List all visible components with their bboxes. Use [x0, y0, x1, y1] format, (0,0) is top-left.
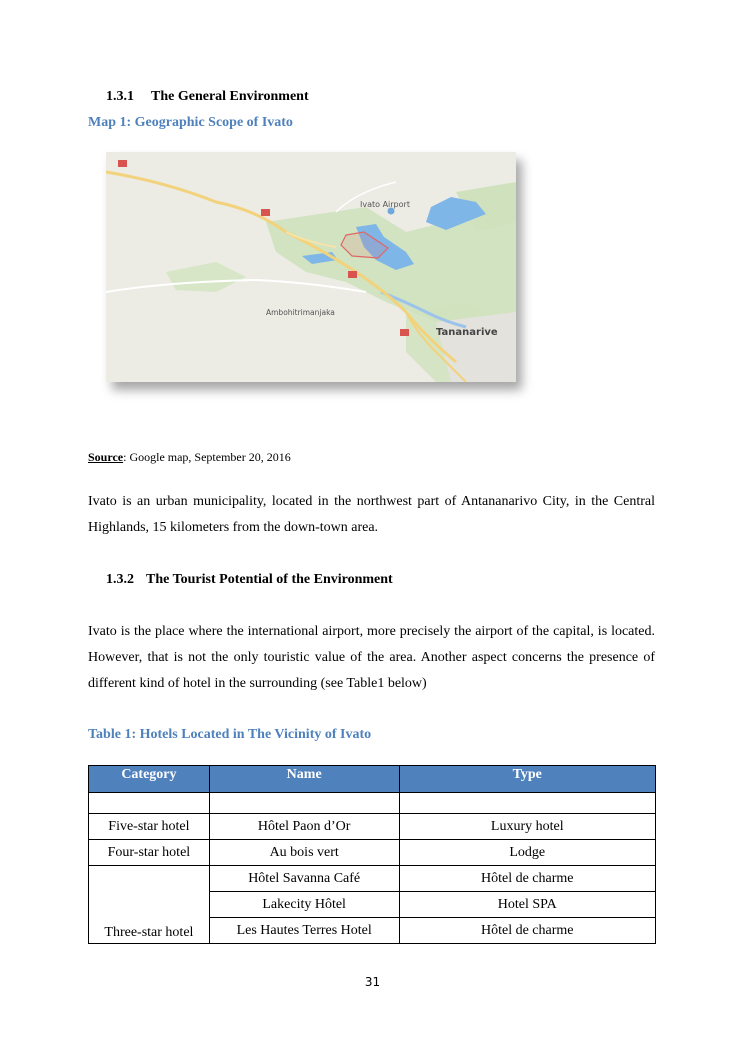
- section-number: 1.3.1: [106, 89, 134, 104]
- hotels-table: [88, 765, 656, 944]
- map-source: [88, 450, 291, 465]
- table-cell: [89, 793, 210, 814]
- table-cell-type: Luxury hotel: [399, 814, 656, 840]
- table-cell: [399, 793, 656, 814]
- map-label-airport: Ivato Airport: [360, 200, 410, 209]
- table-cell-type: Hotel SPA: [399, 892, 656, 918]
- table-cell-type: Hôtel de charme: [399, 866, 656, 892]
- section-heading-1-3-2: [106, 572, 393, 588]
- source-text: : Google map, September 20, 2016: [123, 450, 291, 464]
- table-cell-name: Hôtel Paon d’Or: [209, 814, 399, 840]
- table-cell-category: Four-star hotel: [89, 840, 210, 866]
- source-label: Source: [88, 450, 124, 464]
- page-number: 31: [364, 975, 381, 989]
- header-category: Category: [89, 766, 210, 793]
- table-cell-type: Hôtel de charme: [399, 918, 656, 944]
- section-title: The General Environment: [151, 89, 309, 104]
- map-image: [106, 152, 516, 382]
- table-cell-category: Three-star hotel: [89, 866, 210, 944]
- table-cell-name: Les Hautes Terres Hotel: [209, 918, 399, 944]
- table-cell-name: Hôtel Savanna Café: [209, 866, 399, 892]
- table-row: [89, 814, 656, 840]
- table-header-row: [89, 766, 656, 793]
- map-label-town: Ambohitrimanjaka: [266, 308, 335, 317]
- header-type: Type: [399, 766, 656, 793]
- table-cell-type: Lodge: [399, 840, 656, 866]
- section-title: The Tourist Potential of the Environment: [146, 572, 393, 587]
- paragraph-ivato-location: Ivato is an urban municipality, located in the northwest part of Antananarivo City, in the Central Highlands, 15 kilometers from the down-town area.: [88, 494, 655, 535]
- table-row-empty: [89, 793, 656, 814]
- table-cell-name: Lakecity Hôtel: [209, 892, 399, 918]
- map-label-city: Tananarive: [436, 327, 498, 338]
- table-cell-name: Au bois vert: [209, 840, 399, 866]
- table-cell-category: Five-star hotel: [89, 814, 210, 840]
- map-caption: Map 1: Geographic Scope of Ivato: [88, 115, 293, 130]
- header-name: Name: [209, 766, 399, 793]
- table-caption: Table 1: Hotels Located in The Vicinity of Ivato: [88, 727, 372, 742]
- table-row: [89, 866, 656, 892]
- section-number: 1.3.2: [106, 572, 134, 587]
- table-row: [89, 840, 656, 866]
- table-cell: [209, 793, 399, 814]
- paragraph-tourist-potential: Ivato is the place where the international airport, more precisely the airport of the capital, is located. However, that is not the only touristic value of the area. Another aspect concerns the presence of different kind of hotel in the surrounding (see Table1 below): [88, 624, 655, 691]
- section-heading-1-3-1: [106, 89, 309, 105]
